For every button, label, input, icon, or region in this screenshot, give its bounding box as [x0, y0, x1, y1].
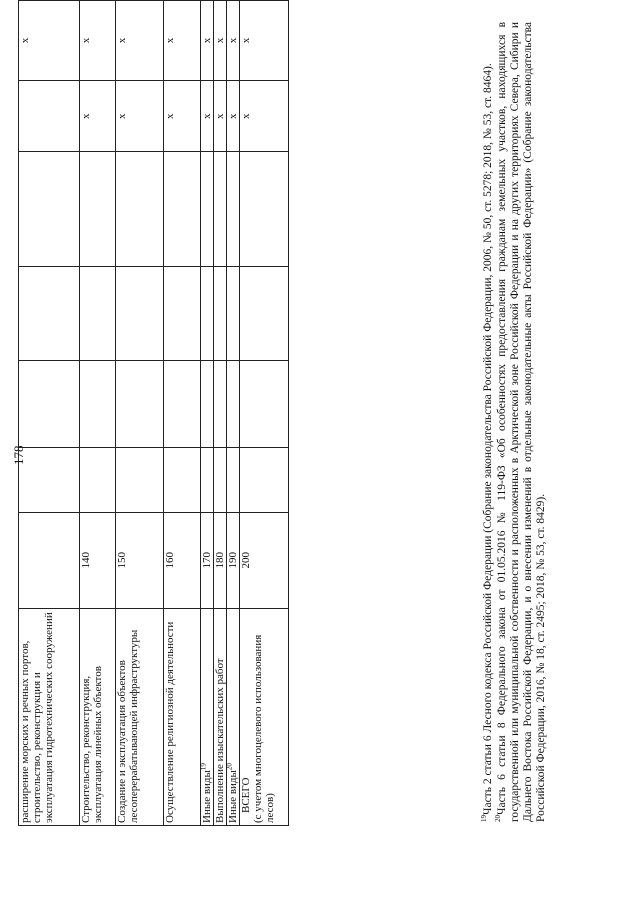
table-cell — [116, 361, 164, 448]
row-label: Выполнение изыскательских работ — [214, 608, 227, 825]
table-cell — [80, 448, 116, 513]
cross-mark: х — [240, 81, 289, 152]
table-cell — [80, 361, 116, 448]
row-label — [201, 608, 214, 825]
table-cell — [19, 267, 80, 361]
row-label — [19, 608, 80, 825]
cross-mark: х — [80, 81, 116, 152]
row-code: 170 — [201, 512, 214, 608]
page-number: 178 — [11, 445, 26, 465]
table-cell — [80, 267, 116, 361]
footnote-text: Часть 6 статьи 8 Федерального закона от 01.05.2016 № 119-ФЗ «Об особенностях предоставления гражданам земельных участков, находящихся в государственной или муниципальной собственности и расположенных в Арктической зоне Российской Федерации и на других территориях Севера, Сибири и Дальнего Востока Российской Федерации, и о внесении изменений в отдельные законодательные акты Российской Федерации» (Собрание законодательства Российской Федерации, 2016, № 18, ст. 2495; 2018, № 53, ст. 8429). — [496, 22, 547, 822]
cross-mark: х — [116, 1, 164, 81]
row-code: 190 — [227, 512, 240, 608]
table-cell — [214, 448, 227, 513]
cross-mark: х — [164, 1, 201, 81]
table-row — [19, 1, 80, 826]
footnote — [482, 22, 495, 822]
table-cell — [240, 267, 289, 361]
table-cell — [214, 152, 227, 267]
table-row — [116, 1, 164, 826]
table-cell — [240, 448, 289, 513]
table-cell — [227, 267, 240, 361]
cross-mark: х — [214, 81, 227, 152]
row-code: 200 — [240, 512, 289, 608]
table-cell — [240, 361, 289, 448]
table-cell — [164, 152, 201, 267]
row-label — [240, 608, 289, 825]
row-code — [19, 512, 80, 608]
cross-mark: х — [201, 1, 214, 81]
table-cell — [164, 267, 201, 361]
table-cell — [214, 267, 227, 361]
cross-mark: х — [227, 81, 240, 152]
table-cell — [80, 152, 116, 267]
cross-mark: х — [19, 1, 80, 81]
footnotes — [482, 22, 549, 822]
cross-mark: х — [240, 1, 289, 81]
table-cell — [19, 152, 80, 267]
table-cell — [214, 361, 227, 448]
row-code: 160 — [164, 512, 201, 608]
footnote-ref: 20 — [225, 763, 234, 771]
row-label-text: Иные виды — [227, 770, 239, 823]
table-cell — [201, 267, 214, 361]
row-code: 180 — [214, 512, 227, 608]
table-cell — [164, 448, 201, 513]
cross-mark: х — [164, 81, 201, 152]
table-cell — [227, 361, 240, 448]
footnote-mark: 19 — [480, 815, 489, 822]
table-cell — [164, 361, 201, 448]
cross-mark: х — [116, 81, 164, 152]
table-row — [201, 1, 214, 826]
row-label — [227, 608, 240, 825]
cross-mark: х — [201, 81, 214, 152]
table-cell — [19, 81, 80, 152]
table-cell — [19, 448, 80, 513]
row-label-text: расширение морских и речных портов, строительство, реконструкция и эксплуатация гидротехнических сооружений — [19, 612, 55, 823]
row-code: 140 — [80, 512, 116, 608]
row-label-text: Иные виды — [201, 770, 213, 823]
forest-use-table — [18, 0, 289, 826]
table-row — [80, 1, 116, 826]
cross-mark: х — [80, 1, 116, 81]
table-cell — [19, 361, 80, 448]
table-row — [240, 1, 289, 826]
row-label: Строительство, реконструкция, эксплуатация линейных объектов — [80, 608, 116, 825]
footnote-text: Часть 2 статьи 6 Лесного кодекса Российской Федерации (Собрание законодательства Российской Федерации, 2006, № 50, ст. 5278; 2018, № 53, ст. 8464). — [482, 63, 494, 815]
table-cell — [227, 152, 240, 267]
table-row — [227, 1, 240, 826]
footnote-mark: 20 — [494, 815, 503, 822]
row-label: Создание и эксплуатация объектов лесоперерабатывающей инфраструктуры — [116, 608, 164, 825]
table-cell — [201, 448, 214, 513]
table-cell — [240, 152, 289, 267]
cross-mark: х — [214, 1, 227, 81]
table-cell — [116, 448, 164, 513]
table-cell — [116, 267, 164, 361]
table-cell — [201, 152, 214, 267]
cross-mark: х — [227, 1, 240, 81]
table-cell — [227, 448, 240, 513]
table-cell — [201, 361, 214, 448]
row-label-text: ВСЕГО — [240, 777, 252, 813]
footnote-ref: 19 — [199, 763, 208, 771]
row-label: Осуществление религиозной деятельности — [164, 608, 201, 825]
table-row — [164, 1, 201, 826]
table-row — [214, 1, 227, 826]
footnote — [496, 22, 548, 822]
row-label-note: (с учетом многоцелевого использования лесов) — [252, 634, 276, 823]
table-cell — [116, 152, 164, 267]
row-code: 150 — [116, 512, 164, 608]
